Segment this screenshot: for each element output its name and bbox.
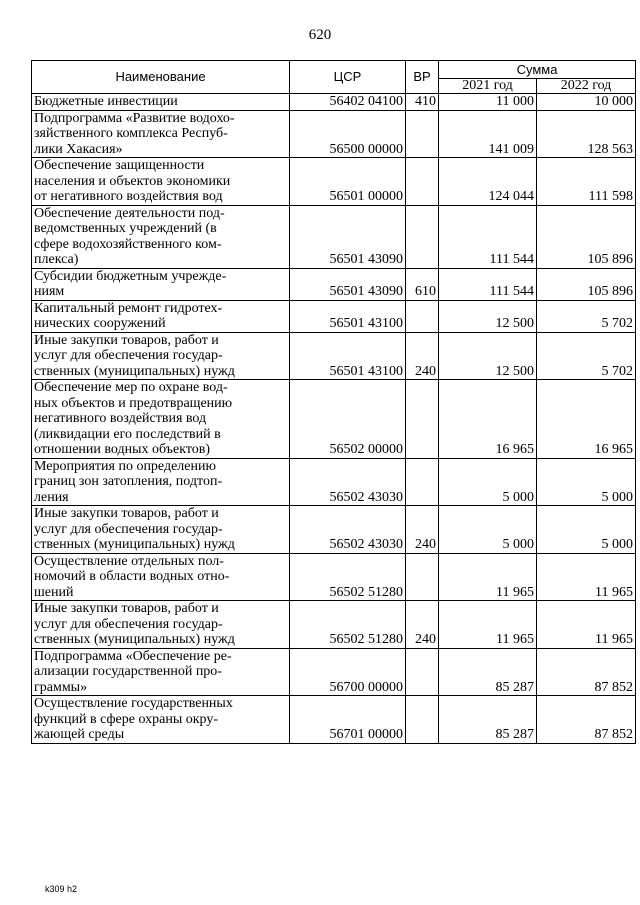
- row-name: Обеспечение защищенности населения и объектов экономики от негативного воздействия вод: [32, 158, 290, 206]
- row-sum-2022: 105 896: [537, 268, 636, 300]
- row-sum-2021: 16 965: [439, 380, 537, 459]
- row-csr: 56700 00000: [290, 648, 406, 696]
- row-vr: [406, 696, 439, 744]
- row-sum-2022: 87 852: [537, 696, 636, 744]
- table-row: [32, 601, 636, 649]
- row-csr: 56502 43030: [290, 458, 406, 506]
- table-row: [32, 332, 636, 380]
- row-vr: [406, 648, 439, 696]
- row-vr: [406, 380, 439, 459]
- table-row: [32, 553, 636, 601]
- table-row: [32, 380, 636, 459]
- row-name: Субсидии бюджетным учрежде- ниям: [32, 268, 290, 300]
- row-vr: [406, 458, 439, 506]
- table-row: [32, 205, 636, 268]
- row-vr: [406, 553, 439, 601]
- header-sum: Сумма: [439, 61, 636, 79]
- row-csr: 56501 43090: [290, 205, 406, 268]
- row-sum-2022: 105 896: [537, 205, 636, 268]
- row-csr: 56502 51280: [290, 601, 406, 649]
- row-vr: [406, 110, 439, 158]
- row-vr: [406, 300, 439, 332]
- row-csr: 56502 51280: [290, 553, 406, 601]
- row-name: Подпрограмма «Развитие водохо- зяйственного комплекса Респуб- лики Хакасия»: [32, 110, 290, 158]
- header-year-2021: 2021 год: [439, 79, 537, 94]
- row-sum-2021: 111 544: [439, 205, 537, 268]
- row-name: Капитальный ремонт гидротех- нических сооружений: [32, 300, 290, 332]
- row-vr: 240: [406, 332, 439, 380]
- table-row: [32, 300, 636, 332]
- row-name: Мероприятия по определению границ зон затопления, подтоп- ления: [32, 458, 290, 506]
- row-sum-2021: 124 044: [439, 158, 537, 206]
- row-vr: [406, 158, 439, 206]
- row-sum-2021: 111 544: [439, 268, 537, 300]
- table-row: [32, 696, 636, 744]
- row-sum-2021: 141 009: [439, 110, 537, 158]
- row-sum-2022: 11 965: [537, 553, 636, 601]
- footer-code: k309 h2: [45, 884, 78, 894]
- row-sum-2021: 12 500: [439, 300, 537, 332]
- row-sum-2022: 5 000: [537, 506, 636, 554]
- row-csr: 56402 04100: [290, 94, 406, 111]
- row-sum-2021: 85 287: [439, 648, 537, 696]
- row-sum-2022: 111 598: [537, 158, 636, 206]
- row-name: Подпрограмма «Обеспечение ре- ализации государственной про- граммы»: [32, 648, 290, 696]
- row-sum-2021: 11 000: [439, 94, 537, 111]
- row-csr: 56701 00000: [290, 696, 406, 744]
- table-row: [32, 648, 636, 696]
- row-sum-2021: 5 000: [439, 458, 537, 506]
- page-number: 620: [308, 27, 332, 43]
- row-sum-2021: 11 965: [439, 601, 537, 649]
- header-name: Наименование: [32, 61, 290, 94]
- row-csr: 56501 43090: [290, 268, 406, 300]
- row-sum-2022: 87 852: [537, 648, 636, 696]
- table-body: [32, 94, 636, 744]
- table-row: [32, 268, 636, 300]
- table-row: [32, 110, 636, 158]
- table-header: [32, 61, 636, 94]
- row-csr: 56502 00000: [290, 380, 406, 459]
- row-vr: 610: [406, 268, 439, 300]
- row-sum-2022: 5 702: [537, 300, 636, 332]
- header-vr: ВР: [406, 61, 439, 94]
- row-name: Осуществление отдельных пол- номочий в области водных отно- шений: [32, 553, 290, 601]
- row-sum-2021: 85 287: [439, 696, 537, 744]
- row-vr: [406, 205, 439, 268]
- row-vr: 240: [406, 506, 439, 554]
- row-csr: 56501 43100: [290, 332, 406, 380]
- row-csr: 56501 43100: [290, 300, 406, 332]
- table-row: [32, 506, 636, 554]
- table-row: [32, 94, 636, 111]
- row-name: Бюджетные инвестиции: [32, 94, 290, 111]
- row-sum-2022: 5 000: [537, 458, 636, 506]
- budget-table: [31, 60, 636, 744]
- header-year-2022: 2022 год: [537, 79, 636, 94]
- row-csr: 56500 00000: [290, 110, 406, 158]
- header-csr: ЦСР: [290, 61, 406, 94]
- row-name: Иные закупки товаров, работ и услуг для обеспечения государ- ственных (муниципальных) нужд: [32, 601, 290, 649]
- row-name: Осуществление государственных функций в сфере охраны окру- жающей среды: [32, 696, 290, 744]
- row-name: Иные закупки товаров, работ и услуг для обеспечения государ- ственных (муниципальных) нужд: [32, 332, 290, 380]
- row-sum-2021: 12 500: [439, 332, 537, 380]
- row-sum-2022: 128 563: [537, 110, 636, 158]
- row-sum-2022: 10 000: [537, 94, 636, 111]
- row-vr: 240: [406, 601, 439, 649]
- row-csr: 56501 00000: [290, 158, 406, 206]
- row-sum-2021: 11 965: [439, 553, 537, 601]
- row-name: Обеспечение деятельности под- ведомственных учреждений (в сфере водохозяйственного ком- плекса): [32, 205, 290, 268]
- row-sum-2022: 5 702: [537, 332, 636, 380]
- row-csr: 56502 43030: [290, 506, 406, 554]
- row-name: Обеспечение мер по охране вод- ных объектов и предотвращению негативного воздействия вод (ликвидации его последствий в отношении водных объектов): [32, 380, 290, 459]
- table-row: [32, 458, 636, 506]
- row-name: Иные закупки товаров, работ и услуг для обеспечения государ- ственных (муниципальных) нужд: [32, 506, 290, 554]
- row-sum-2022: 16 965: [537, 380, 636, 459]
- row-vr: 410: [406, 94, 439, 111]
- row-sum-2021: 5 000: [439, 506, 537, 554]
- row-sum-2022: 11 965: [537, 601, 636, 649]
- table-row: [32, 158, 636, 206]
